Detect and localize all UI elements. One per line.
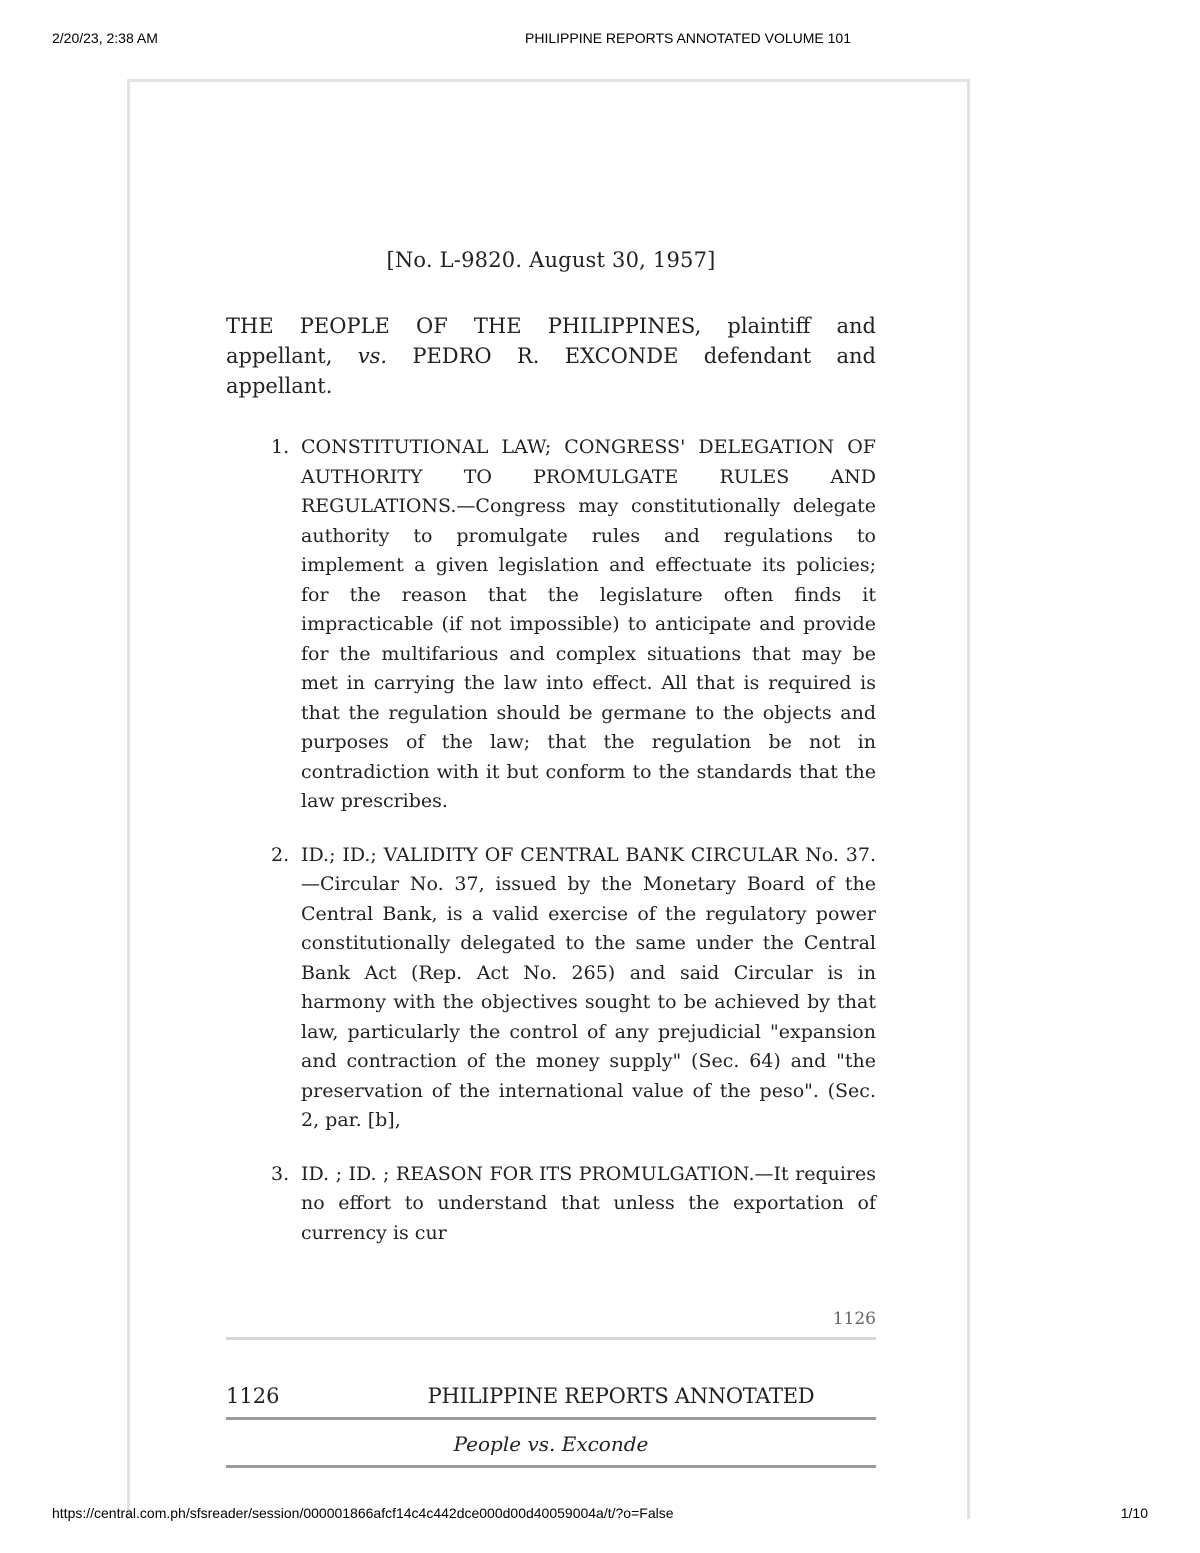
page-number: 1126 xyxy=(832,1309,876,1329)
versus-label: vs. xyxy=(357,344,388,368)
parties-plaintiff: THE PEOPLE OF THE PHILIPPINES, plaintiff and appellant, xyxy=(226,314,876,368)
case-parties xyxy=(226,311,876,401)
syllabus-item-text: ID.; ID.; VALIDITY OF CENTRAL BANK CIRCULAR No. 37.—Circular No. 37, issued by the Monetary Board of the Central Bank, is a valid exercise of the regulatory power constitutionally delegated to the same under the Central Bank Act (Rep. Act No. 265) and said Circular is in harmony with the objectives sought to be achieved by that law, particularly the control of any prejudicial "expansion and contraction of the money supply" (Sec. 64) and "the preservation of the international value of the peso". (Sec. 2, par. [b], xyxy=(301,843,876,1131)
parties-defendant: PEDRO R. EXCONDE defendant and appellant. xyxy=(226,344,876,398)
running-head-rule xyxy=(226,1417,876,1420)
running-caption: People vs. Exconde xyxy=(453,1432,649,1456)
syllabus-item xyxy=(266,1160,876,1249)
print-footer xyxy=(0,1505,1200,1525)
running-head-page-number: 1126 xyxy=(226,1384,280,1408)
syllabus-item-number: 1. xyxy=(271,436,290,458)
case-number: [No. L-9820. August 30, 1957] xyxy=(386,248,716,272)
print-header xyxy=(0,30,1200,50)
print-datetime: 2/20/23, 2:38 AM xyxy=(52,30,158,46)
page-divider xyxy=(226,1337,876,1340)
running-head xyxy=(226,1384,876,1412)
syllabus-item-text: CONSTITUTIONAL LAW; CONGRESS' DELEGATION OF AUTHORITY TO PROMULGATE RULES AND REGULATIONS.—Congress may constitutionally delegate authority to promulgate rules and regulations to implement a given legislation and effectuate its policies; for the reason that the legislature often finds it impracticable (if not impossible) to anticipate and provide for the multifarious and complex situations that may be met in carrying the law into effect. All that is required is that the regulation should be germane to the objects and purposes of the law; that the regulation be not in contradiction with it but conform to the standards that the law prescribes. xyxy=(301,436,876,812)
syllabus-item-number: 3. xyxy=(271,1162,290,1185)
running-caption-rule xyxy=(226,1465,876,1468)
print-title: PHILIPPINE REPORTS ANNOTATED VOLUME 101 xyxy=(525,30,851,46)
running-head-title: PHILIPPINE REPORTS ANNOTATED xyxy=(427,1384,815,1408)
print-url: https://central.com.ph/sfsreader/session/000001866afcf14c4c442dce000d00d40059004a/t/?o=False xyxy=(52,1505,674,1521)
syllabus-item xyxy=(266,841,876,1136)
syllabus-list xyxy=(266,433,876,1272)
syllabus-item-text: ID. ; ID. ; REASON FOR ITS PROMULGATION.—It requires no effort to understand that unless the exportation of currency is cur xyxy=(301,1162,876,1244)
syllabus-item xyxy=(266,433,876,817)
print-page-count: 1/10 xyxy=(1120,1505,1148,1521)
syllabus-item-number: 2. xyxy=(271,843,290,866)
